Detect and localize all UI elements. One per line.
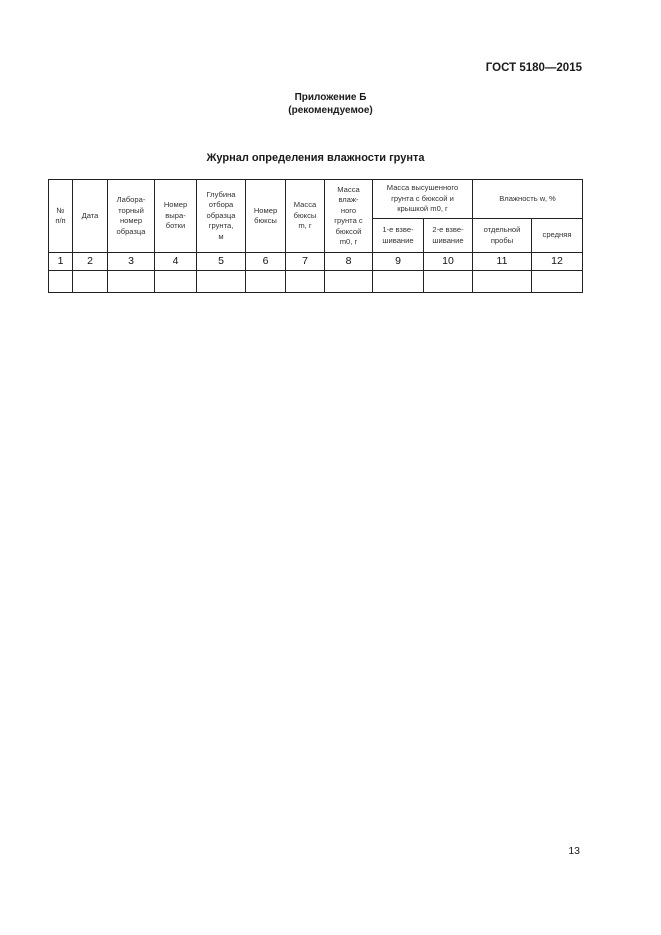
column-header-wet-soil-mass: Масса влаж- ного грунта с бюксой m0, г [325,180,373,253]
column-number: 2 [73,253,108,271]
table-cell [155,271,197,293]
column-number-row [49,253,583,271]
column-header-lab-number: Лабора- торный номер образца [108,180,155,253]
column-number: 1 [49,253,73,271]
table-cell [325,271,373,293]
column-header-container-mass: Масса бюксы m, г [286,180,325,253]
table-header-row [49,180,583,219]
column-header-container-number: Номер бюксы [246,180,286,253]
column-number: 5 [197,253,246,271]
column-number: 3 [108,253,155,271]
journal-title: Журнал определения влажности грунта [206,152,425,164]
column-header-average: средняя [532,219,583,253]
column-number: 8 [325,253,373,271]
column-header-excavation-number: Номер выра- ботки [155,180,197,253]
table-cell [532,271,583,293]
appendix-title: Приложение Б [294,92,367,103]
column-header-number: № п/п [49,180,73,253]
column-header-single-sample: отдельной пробы [473,219,532,253]
column-group-moisture: Влажность w, % [473,180,583,219]
column-header-sampling-depth: Глубина отбора образца грунта, м [197,180,246,253]
table-cell [473,271,532,293]
appendix-heading [0,91,661,117]
column-number: 10 [424,253,473,271]
column-group-dried-soil-mass: Масса высушенного грунта с бюксой и крышкой m0, г [373,180,473,219]
column-number: 7 [286,253,325,271]
column-number: 12 [532,253,583,271]
table-cell [286,271,325,293]
table-cell [373,271,424,293]
page-number: 13 [568,845,580,857]
column-header-second-weighing: 2-е взве- шивание [424,219,473,253]
column-number: 6 [246,253,286,271]
empty-data-row [49,271,583,293]
column-header-date: Дата [73,180,108,253]
table-cell [197,271,246,293]
appendix-subtitle: (рекомендуемое) [288,105,373,116]
table-cell [49,271,73,293]
table-cell [424,271,473,293]
column-header-first-weighing: 1-е взве- шивание [373,219,424,253]
column-number: 4 [155,253,197,271]
table-cell [246,271,286,293]
column-number: 9 [373,253,424,271]
column-number: 11 [473,253,532,271]
journal-table [48,179,583,293]
document-code: ГОСТ 5180—2015 [485,62,582,74]
table-cell [108,271,155,293]
table-cell [73,271,108,293]
